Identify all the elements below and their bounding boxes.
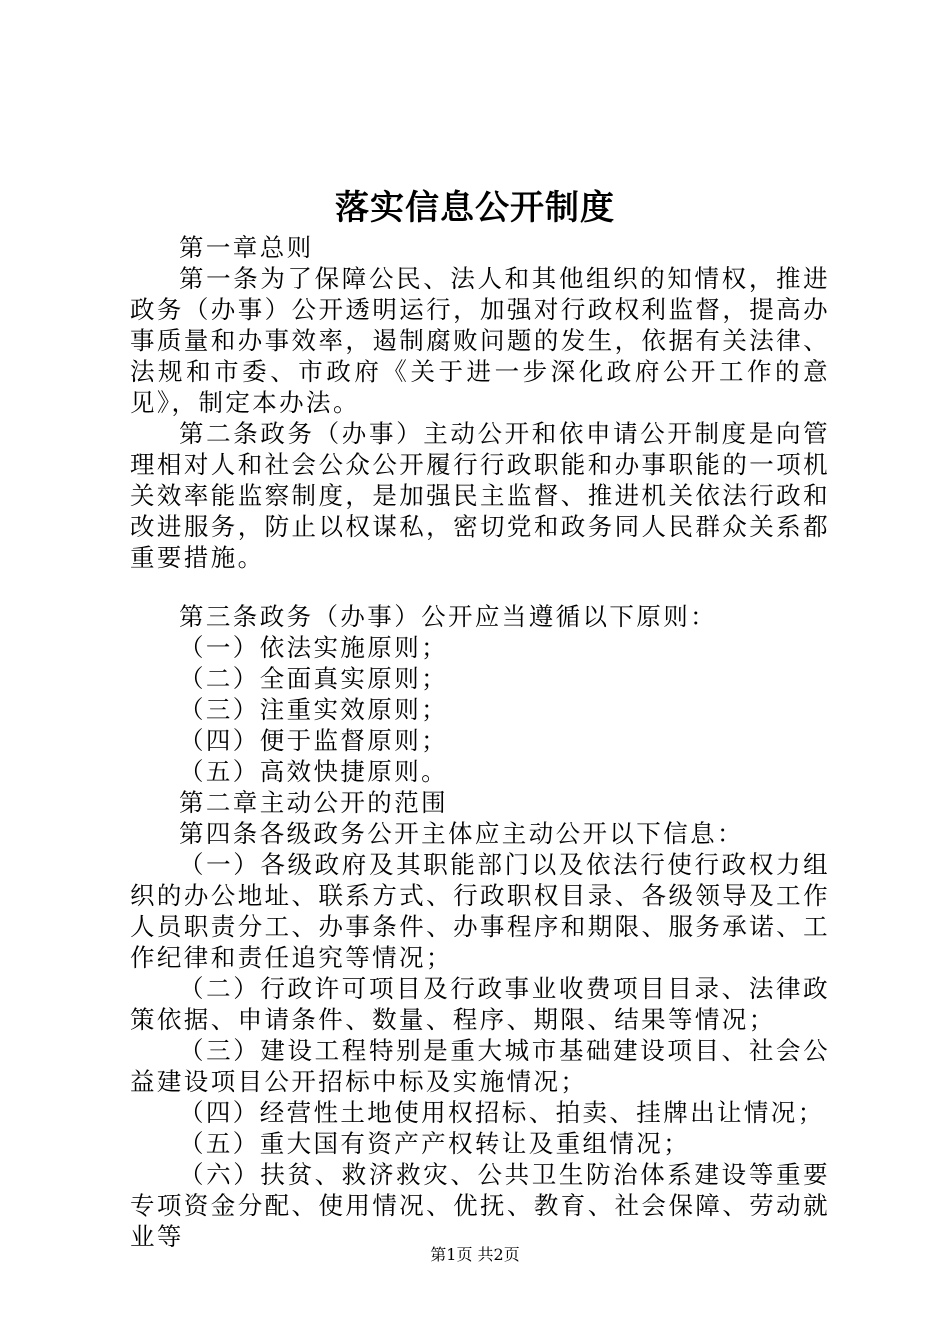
chapter-2-heading: 第二章主动公开的范围 <box>179 788 448 817</box>
principle-item: （五）高效快捷原则。 <box>179 757 448 786</box>
page-number: 第1页 共2页 <box>430 1245 520 1264</box>
chapter-1-heading: 第一章总则 <box>179 233 314 262</box>
blank-line <box>130 573 830 601</box>
scope-item: （三）建设工程特别是重大城市基础建设项目、社会公益建设项目公开招标中标及实施情况； <box>130 1036 830 1096</box>
principle-item: （三）注重实效原则； <box>179 695 448 724</box>
scope-item: （二）行政许可项目及行政事业收费项目目录、法律政策依据、申请条件、数量、程序、期限、结果等情况； <box>130 974 830 1034</box>
document-title: 落实信息公开制度 <box>335 188 615 228</box>
article-4: 第四条各级政务公开主体应主动公开以下信息： <box>179 819 744 848</box>
scope-item: （四）经营性土地使用权招标、拍卖、挂牌出让情况； <box>179 1098 825 1127</box>
scope-item: （五）重大国有资产产权转让及重组情况； <box>179 1129 691 1158</box>
principle-item: （一）依法实施原则； <box>179 633 448 662</box>
article-3: 第三条政务（办事）公开应当遵循以下原则： <box>179 602 717 631</box>
scope-item: （一）各级政府及其职能部门以及依法行使行政权力组织的办公地址、联系方式、行政职权目录、各级领导及工作人员职责分工、办事条件、办事程序和期限、服务承诺、工作纪律和责任追究等情况； <box>130 850 830 972</box>
principle-item: （二）全面真实原则； <box>179 664 448 693</box>
scope-item: （六）扶贫、救济救灾、公共卫生防治体系建设等重要专项资金分配、使用情况、优抚、教育、社会保障、劳动就业等 <box>130 1160 830 1251</box>
principle-item: （四）便于监督原则； <box>179 726 448 755</box>
article-2: 第二条政务（办事）主动公开和依申请公开制度是向管理相对人和社会公众公开履行行政职能和办事职能的一项机关效率能监察制度，是加强民主监督、推进机关依法行政和改进服务，防止以权谋私，密切党和政务同人民群众关系都重要措施。 <box>130 419 830 572</box>
article-1: 第一条为了保障公民、法人和其他组织的知情权，推进政务（办事）公开透明运行，加强对行政权利监督，提高办事质量和办事效率，遏制腐败问题的发生，依据有关法律、法规和市委、市政府《关于进一步深化政府公开工作的意见》，制定本办法。 <box>130 264 830 417</box>
document-body <box>130 232 830 1252</box>
